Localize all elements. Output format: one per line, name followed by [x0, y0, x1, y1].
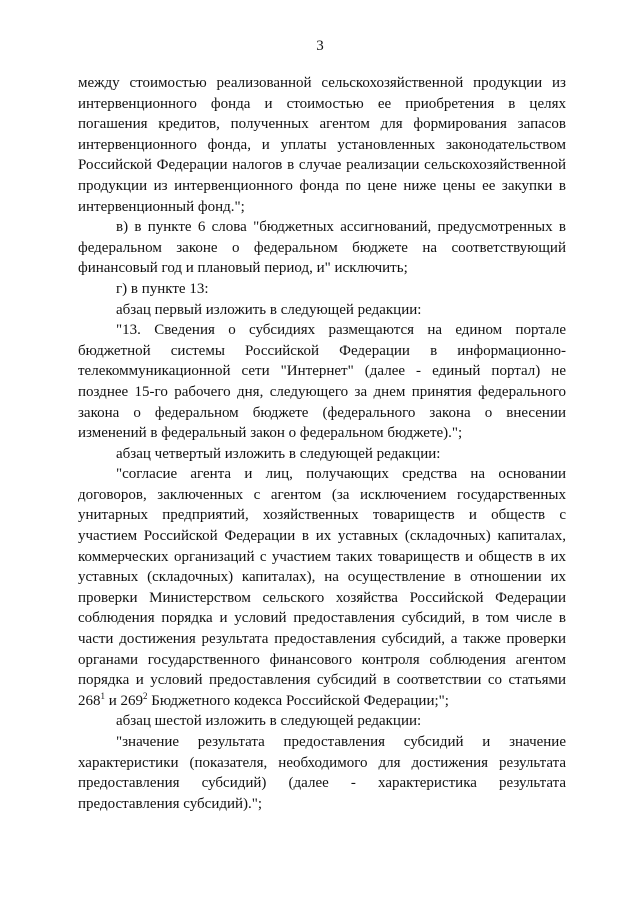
paragraph-consent-quote: [78, 464, 566, 711]
consent-text-end: Бюджетного кодекса Российской Федерации;";: [147, 692, 449, 709]
paragraph-item-v: в) в пункте 6 слова "бюджетных ассигнований, предусмотренных в федеральном законе о федеральном бюджете на соответствующий финансовый год и плановый период, и" исключить;: [78, 219, 566, 277]
document-body: [78, 73, 566, 814]
paragraph-instruction-first: абзац первый изложить в следующей редакции:: [116, 301, 422, 318]
superscript-1: 1: [100, 690, 105, 701]
paragraph-instruction-sixth: абзац шестой изложить в следующей редакции:: [116, 713, 422, 730]
paragraph-instruction-fourth: абзац четвертый изложить в следующей редакции:: [116, 445, 441, 462]
superscript-2: 2: [143, 690, 148, 701]
paragraph-point-13-quote: "13. Сведения о субсидиях размещаются на едином портале бюджетной системы Российской Федерации в информационно-телекоммуникационной сети "Интернет" (далее - единый портал) не позднее 15-го рабочего дня, следующего за днем принятия федерального закона о федеральном бюджете (федерального закона о внесении изменений в федеральный закон о федеральном бюджете).";: [78, 322, 566, 442]
paragraph-result-value-quote: "значение результата предоставления субсидий и значение характеристики (показателя, необходимого для достижения результата предоставления субсидий) (далее - характеристика результата предоставления субсидий).";: [78, 734, 566, 812]
consent-text-middle: и 269: [105, 692, 144, 709]
paragraph-continuation: между стоимостью реализованной сельскохозяйственной продукции из интервенционного фонда и стоимостью ее приобретения в целях погашения кредитов, полученных агентом для формирования запасов интервенционного фонда, и уплаты установленных законодательством Российской Федерации налогов в случае реализации сельскохозяйственной продукции из интервенционного фонда по цене ниже цены ее закупки в интервенционный фонд.";: [78, 75, 566, 215]
paragraph-item-g: г) в пункте 13:: [116, 280, 209, 297]
page-number: 3: [316, 38, 324, 54]
consent-text: "согласие агента и лиц, получающих средства на основании договоров, заключенных с агентом (за исключением государственных унитарных предприятий, хозяйственных товариществ и обществ с участием Российской Федерации в их уставных (складочных) капиталах, коммерческих организаций с участием таких товариществ и обществ в их уставных (складочных) капиталах), на осуществление в отношении их проверки Министерством сельского хозяйства Российской Федерации соблюдения порядка и условий предоставления субсидий, в том числе в части достижения результата предоставления субсидий, а также проверки органами государственного финансового контроля соблюдения агентом порядка и условий предоставления субсидий в соответствии со статьями 268: [78, 466, 566, 709]
